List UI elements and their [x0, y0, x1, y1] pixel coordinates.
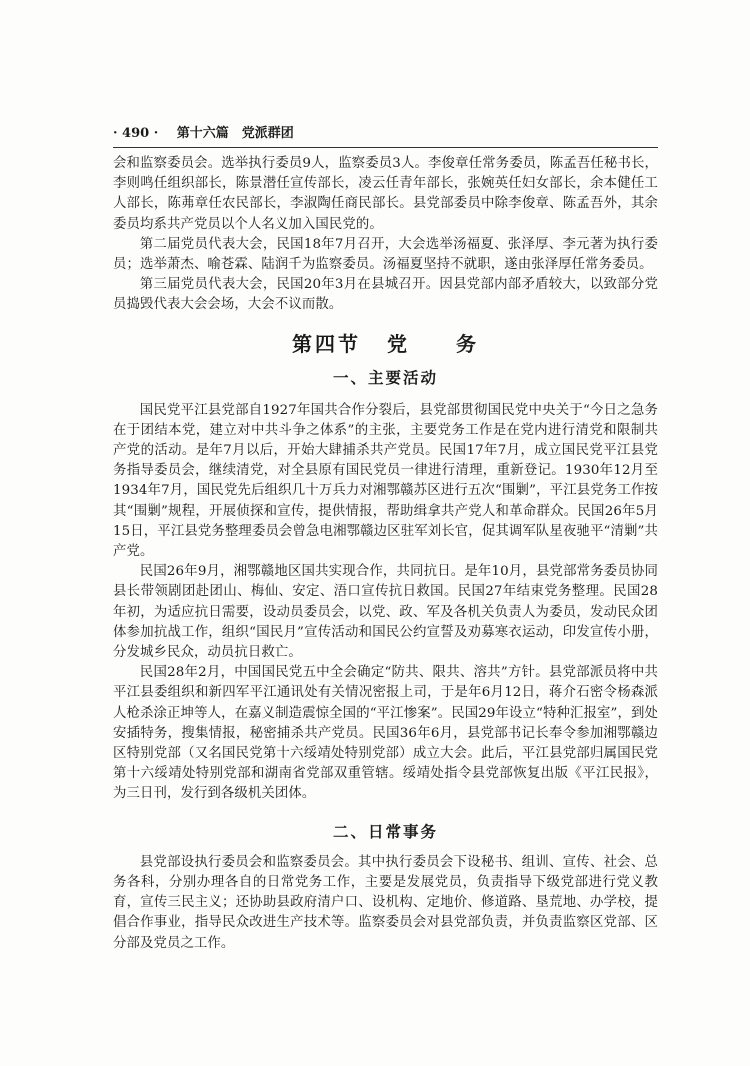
activities-paragraph-2: 民国26年9月，湘鄂赣地区国共实现合作，共同抗日。是年10月，县党部常务委员协同县长带领剧团赴团山、梅仙、安定、浯口宣传抗日救国。民国27年结束党务整理。民国28年初，为适应抗日需要，设动员委员会，以党、政、军及各机关负责人为委员，发动民众团体参加抗战工作，组织“国民月”宣传活动和国民公约宣誓及劝募寒衣运动，印发宣传小册，分发城乡民众，动员抗日救亡。: [113, 564, 658, 661]
chapter-title: 第十六篇 党派群团: [176, 126, 294, 141]
activities-paragraph-1: 国民党平江县党部自1927年国共合作分裂后，县党部贯彻国民党中央关于“今日之急务在于团结本党，建立对中共斗争之体系”的主张，主要党务工作是在党内进行清党和限制共产党的活动。是年7月以后，开始大肆捕杀共产党员。民国17年7月，成立国民党平江县党务指导委员会，继续清党，对全县原有国民党员一律进行清理，重新登记。1930年12月至1934年7月，国民党先后组织几十万兵力对湘鄂赣苏区进行五次“围剿”，平江县党务工作按其“围剿”规程，开展侦探和宣传，提供情报，帮助缉拿共产党人和革命群众。民国26年5月15日，平江县党务整理委员会曾急电湘鄂赣边区驻军刘长官，促其调军队星夜驰平“清剿”共产党。: [113, 402, 658, 560]
section-name: 党 务: [387, 331, 479, 356]
intro-paragraph-1: 会和监察委员会。选举执行委员9人，监察委员3人。李俊章任常务委员，陈孟吾任秘书长，李则鸣任组织部长，陈景潜任宣传部长，凌云任青年部长，张婉英任妇女部长，余本健任工人部长，陈茀章任农民部长，李淑陶任商民部长。县党部委员中除李俊章、陈孟吾外，其余委员均系共产党员以个人名义加入国民党的。: [113, 156, 658, 232]
subsection-heading-main-activities: 一、主要活动: [332, 367, 438, 387]
section-heading: [113, 329, 658, 359]
running-header: [113, 123, 658, 145]
daily-affairs-paragraph-1: 县党部设执行委员会和监察委员会。其中执行委员会下设秘书、组训、宣传、社会、总务各科，分别办理各自的日常党务工作，主要是发展党员，负责指导下级党部进行党义教育，宣传三民主义；还协助县政府清户口、设机构、定地价、修道路、垦荒地、办学校，提倡合作事业，指导民众改进生产技术等。监察委员会对县党部负责，并负责监察区党部、区分部及党员之工作。: [113, 854, 658, 951]
section-number: 第四节: [292, 331, 361, 356]
header-rule: [113, 147, 658, 148]
page-number: · 490 ·: [113, 126, 159, 141]
page-body: [113, 154, 658, 954]
intro-paragraph-3: 第三届党员代表大会，民国20年3月在县城召开。因县党部内部矛盾较大，以致部分党员捣毁代表大会会场，大会不议而散。: [113, 277, 658, 313]
intro-paragraph-2: 第二届党员代表大会，民国18年7月召开，大会选举汤福夏、张泽厚、李元著为执行委员；选举萧杰、喻苍霖、陆润千为监察委员。汤福夏坚持不就职，遂由张泽厚任常务委员。: [113, 236, 658, 273]
subsection-heading-daily-affairs: 二、日常事务: [332, 821, 438, 841]
activities-paragraph-3: 民国28年2月，中国国民党五中全会确定“防共、限共、溶共”方针。县党部派员将中共平江县委组织和新四军平江通讯处有关情况密报上司，于是年6月12日，蒋介石密令杨森派人枪杀涂正坤等人，在嘉义制造震惊全国的“平江惨案”。民国29年设立“特种汇报室”，到处安插特务，搜集情报，秘密捕杀共产党员。民国36年6月，县党部书记长奉令参加湘鄂赣边区特别党部（又名国民党第十六绥靖处特别党部）成立大会。此后，平江县党部归属国民党第十六绥靖处特别党部和湖南省党部双重管辖。绥靖处指令县党部恢复出版《平江民报》，为三日刊，发行到各级机关团体。: [113, 665, 658, 802]
